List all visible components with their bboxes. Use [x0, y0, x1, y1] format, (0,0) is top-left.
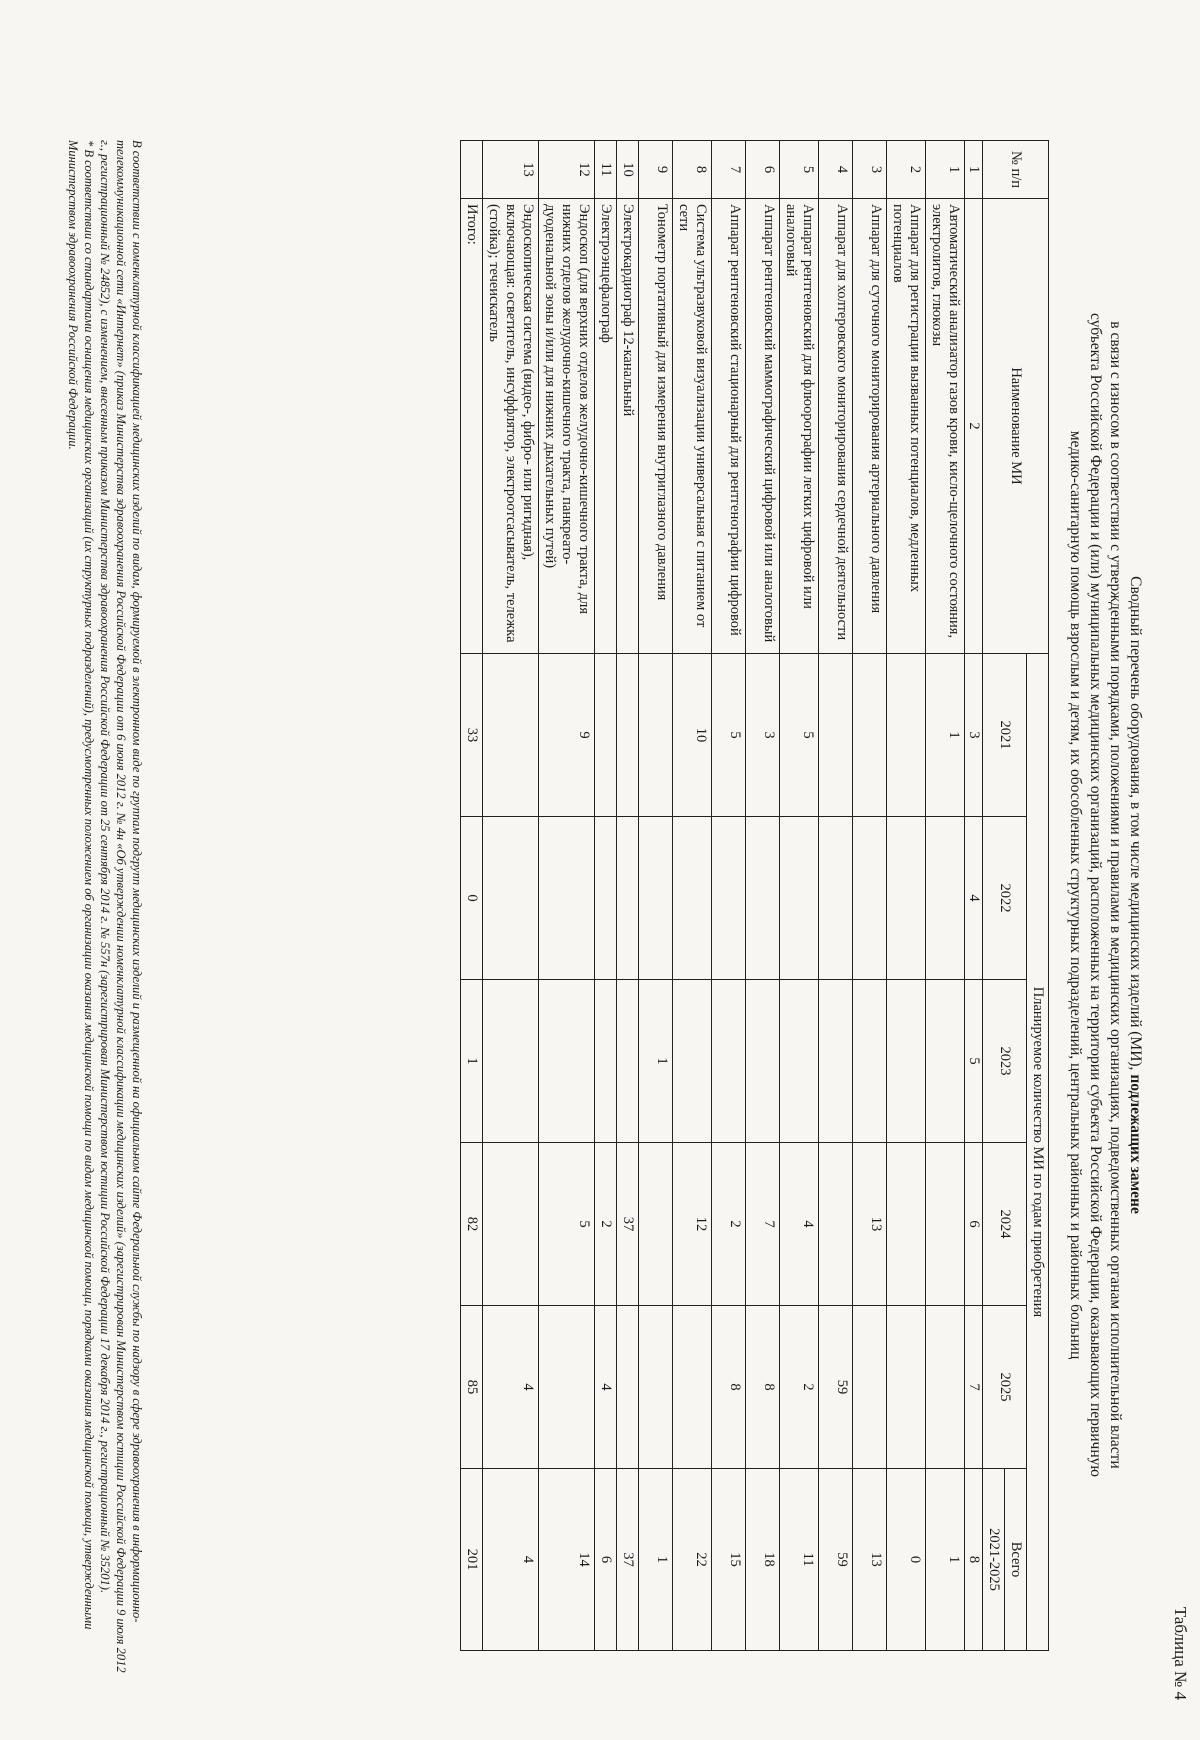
footnote-1: В соответствии с номенклатурной классификацией медицинских изделий по видам, формируемой в электронном виде по группам подгрупп медицинских изделий и размещенной на официальном сайте Федеральной службы по надзору в сфере здравоохранения в информационно-телекоммуникационной сети «Интернет» (приказ Министерства здравоохранения Российской Федерации от 6 июня 2012 г. № 4н «Об утверждении номенклатурной классификации медицинских изделий» (зарегистрирован Министерством юстиции Российской Федерации 9 июля 2012 г., регистрационный № 24852), с изменением, внесенным приказом Министерства здравоохранения Российской Федерации от 25 сентября 2014 г. № 557н (зарегистрирован Министерством юстиции Российской Федерации 17 декабря 2014 г., регистрационный № 35201). [98, 140, 144, 1673]
row-number: 7 [712, 141, 746, 199]
heading-line-4: медико-санитарную помощь взрослым и детям, их обособленных структурных подразделений, центральных районных и районных больниц [1067, 430, 1084, 1360]
table-row [595, 141, 617, 1651]
equipment-table [460, 140, 1049, 1651]
index-cell: 5 [965, 980, 983, 1143]
year-quantity: 13 [853, 1143, 887, 1306]
table-row [780, 141, 819, 1651]
index-cell: 6 [965, 1143, 983, 1306]
row-total: 6 [595, 1469, 617, 1651]
year-quantity [853, 980, 887, 1143]
totals-value: 1 [461, 980, 483, 1143]
total-period-header: 2021-2025 [983, 1469, 1005, 1651]
year-quantity [617, 1306, 639, 1469]
row-total: 22 [673, 1469, 712, 1651]
table-row [926, 141, 965, 1651]
heading-line-1-text: Сводный перечень оборудования, в том числе медицинских изделий (МИ), [1127, 576, 1144, 1075]
year-quantity: 4 [595, 1306, 617, 1469]
year-quantity [712, 980, 746, 1143]
year-2023-header: 2023 [983, 980, 1027, 1143]
table-row [712, 141, 746, 1651]
row-number: 4 [819, 141, 853, 199]
index-cell: 4 [965, 817, 983, 980]
row-total: 1 [639, 1469, 673, 1651]
year-quantity [673, 1306, 712, 1469]
year-quantity [819, 817, 853, 980]
year-quantity [483, 1143, 539, 1306]
table-row [673, 141, 712, 1651]
year-quantity [539, 1306, 595, 1469]
totals-label: Итого: [461, 199, 483, 654]
year-quantity [853, 1306, 887, 1469]
row-number: 2 [887, 141, 926, 199]
year-quantity [887, 980, 926, 1143]
index-cell: 2 [965, 199, 983, 654]
year-quantity: 1 [639, 980, 673, 1143]
totals-value: 82 [461, 1143, 483, 1306]
row-total: 0 [887, 1469, 926, 1651]
item-name: Система ультразвуковой визуализации универсальная с питанием от сети [673, 199, 712, 654]
table-row [853, 141, 887, 1651]
table-row [639, 141, 673, 1651]
row-total: 37 [617, 1469, 639, 1651]
year-2025-header: 2025 [983, 1306, 1027, 1469]
row-number: 5 [780, 141, 819, 199]
heading-line-3: субъекта Российской Федерации и (или) муниципальных медицинских организаций, расположенных на территории субъекта Российской Федерации, оказывающих первичную [1087, 313, 1104, 1477]
year-quantity [639, 817, 673, 980]
year-2024-header: 2024 [983, 1143, 1027, 1306]
year-quantity [539, 817, 595, 980]
year-quantity [595, 817, 617, 980]
year-quantity: 8 [746, 1306, 780, 1469]
year-quantity [853, 817, 887, 980]
table-row [819, 141, 853, 1651]
year-quantity: 1 [926, 654, 965, 817]
item-name: Тонометр портативный для измерения внутриглазного давления [639, 199, 673, 654]
year-quantity [887, 1143, 926, 1306]
year-quantity [483, 817, 539, 980]
year-quantity: 5 [712, 654, 746, 817]
year-quantity [926, 817, 965, 980]
table-row [539, 141, 595, 1651]
row-total: 1 [926, 1469, 965, 1651]
index-cell: 1 [965, 141, 983, 199]
year-quantity [673, 817, 712, 980]
row-number: 10 [617, 141, 639, 199]
year-quantity [539, 980, 595, 1143]
year-quantity: 3 [746, 654, 780, 817]
table-row [617, 141, 639, 1651]
index-cell: 7 [965, 1306, 983, 1469]
year-quantity [819, 654, 853, 817]
row-total: 4 [483, 1469, 539, 1651]
row-number: 9 [639, 141, 673, 199]
row-number: 13 [483, 141, 539, 199]
row-total: 13 [853, 1469, 887, 1651]
year-quantity [746, 980, 780, 1143]
item-name: Эндоскопическая система (видео-, фибро- или ригидная), включающая: осветитель, инсуффлятор, электроотсасыватель, тележка (стойка); течеискатель [483, 199, 539, 654]
year-quantity [595, 980, 617, 1143]
item-name: Аппарат для регистрации вызванных потенциалов, медленных потенциалов [887, 199, 926, 654]
item-name: Аппарат для суточного мониторирования артериального давления [853, 199, 887, 654]
year-quantity: 2 [595, 1143, 617, 1306]
row-total: 59 [819, 1469, 853, 1651]
year-quantity [639, 1306, 673, 1469]
year-quantity [712, 817, 746, 980]
row-total: 18 [746, 1469, 780, 1651]
year-quantity [819, 1143, 853, 1306]
year-quantity [926, 980, 965, 1143]
year-2021-header: 2021 [983, 654, 1027, 817]
year-quantity [483, 654, 539, 817]
totals-value: 33 [461, 654, 483, 817]
totals-value: 201 [461, 1469, 483, 1651]
item-name: Аппарат рентгеновский для флюорографии легких цифровой или аналоговый [780, 199, 819, 654]
total-header: Всего [1005, 1469, 1027, 1651]
footnotes [65, 140, 145, 1680]
totals-value: 0 [461, 817, 483, 980]
item-name: Аппарат рентгеновский стационарный для рентгенографии цифровой [712, 199, 746, 654]
year-quantity: 59 [819, 1306, 853, 1469]
year-quantity: 7 [746, 1143, 780, 1306]
year-quantity: 4 [780, 1143, 819, 1306]
year-quantity [887, 1306, 926, 1469]
year-quantity [780, 980, 819, 1143]
table-row [887, 141, 926, 1651]
year-quantity [617, 654, 639, 817]
header-row-1 [1027, 141, 1049, 1651]
col-no-header: № п/п [983, 141, 1049, 199]
year-quantity: 12 [673, 1143, 712, 1306]
table-number-label: Таблица № 4 [1171, 1606, 1190, 1700]
index-cell: 3 [965, 654, 983, 817]
row-number: 11 [595, 141, 617, 199]
year-quantity: 5 [539, 1143, 595, 1306]
year-quantity: 2 [712, 1143, 746, 1306]
table-row [746, 141, 780, 1651]
year-quantity [780, 817, 819, 980]
year-quantity: 4 [483, 1306, 539, 1469]
year-quantity: 9 [539, 654, 595, 817]
year-quantity [673, 980, 712, 1143]
heading-line-1 [1125, 140, 1145, 1650]
index-cell: 8 [965, 1469, 983, 1651]
year-quantity: 5 [780, 654, 819, 817]
totals-row [461, 141, 483, 1651]
item-name: Аппарат рентгеновский маммографический цифровой или аналоговый [746, 199, 780, 654]
year-quantity [853, 654, 887, 817]
year-quantity [483, 980, 539, 1143]
document-heading [1065, 140, 1145, 1650]
year-2022-header: 2022 [983, 817, 1027, 980]
row-number: 12 [539, 141, 595, 199]
year-quantity [887, 817, 926, 980]
item-name: Эндоскоп (для верхних отделов желудочно-кишечного тракта, для нижних отделов желудочно-кишечного тракта, панкреато-дуоденальной зоны и/или для нижних дыхательных путей) [539, 199, 595, 654]
row-number: 6 [746, 141, 780, 199]
year-quantity [639, 654, 673, 817]
row-total: 11 [780, 1469, 819, 1651]
row-total: 14 [539, 1469, 595, 1651]
col-name-header: Наименование МИ [983, 199, 1049, 654]
row-number: 8 [673, 141, 712, 199]
row-number: 1 [926, 141, 965, 199]
totals-empty-cell [461, 141, 483, 199]
heading-line-2: в связи с износом в соответствии с утвержденными порядками, положениями и правилами в медицинских организациях, подведомственных органам исполнительной власти [1107, 321, 1124, 1469]
item-name: Электроэнцефалограф [595, 199, 617, 654]
column-index-row [965, 141, 983, 1651]
year-quantity [926, 1306, 965, 1469]
row-number: 3 [853, 141, 887, 199]
year-quantity: 10 [673, 654, 712, 817]
year-quantity [887, 654, 926, 817]
item-name: Электрокардиограф 12-канальный [617, 199, 639, 654]
item-name: Аппарат для холтеровского мониторирования сердечной деятельности [819, 199, 853, 654]
year-quantity: 8 [712, 1306, 746, 1469]
year-quantity [617, 817, 639, 980]
year-quantity [819, 980, 853, 1143]
year-quantity: 2 [780, 1306, 819, 1469]
totals-value: 85 [461, 1306, 483, 1469]
item-name: Автоматический анализатор газов крови, кисло-щелочного состояния, электролитов, глюкозы [926, 199, 965, 654]
year-quantity [746, 817, 780, 980]
year-quantity [639, 1143, 673, 1306]
table-body [461, 141, 965, 1651]
document-sheet [15, 140, 1190, 1740]
col-group-header: Планируемое количество МИ по годам приобретения [1027, 654, 1049, 1651]
year-quantity [617, 980, 639, 1143]
table-row [483, 141, 539, 1651]
year-quantity [926, 1143, 965, 1306]
year-quantity: 37 [617, 1143, 639, 1306]
year-quantity [595, 654, 617, 817]
row-total: 15 [712, 1469, 746, 1651]
heading-bold-text: подлежащих замене [1127, 1074, 1144, 1214]
footnote-2: * В соответствии со стандартами оснащения медицинских организаций (их структурных подразделений), предусмотренных положением об организации оказания медицинской помощи по видам медицинской помощи, порядками оказания медицинской помощи, утвержденными Министерством здравоохранения Российской Федерации. [66, 140, 96, 1630]
